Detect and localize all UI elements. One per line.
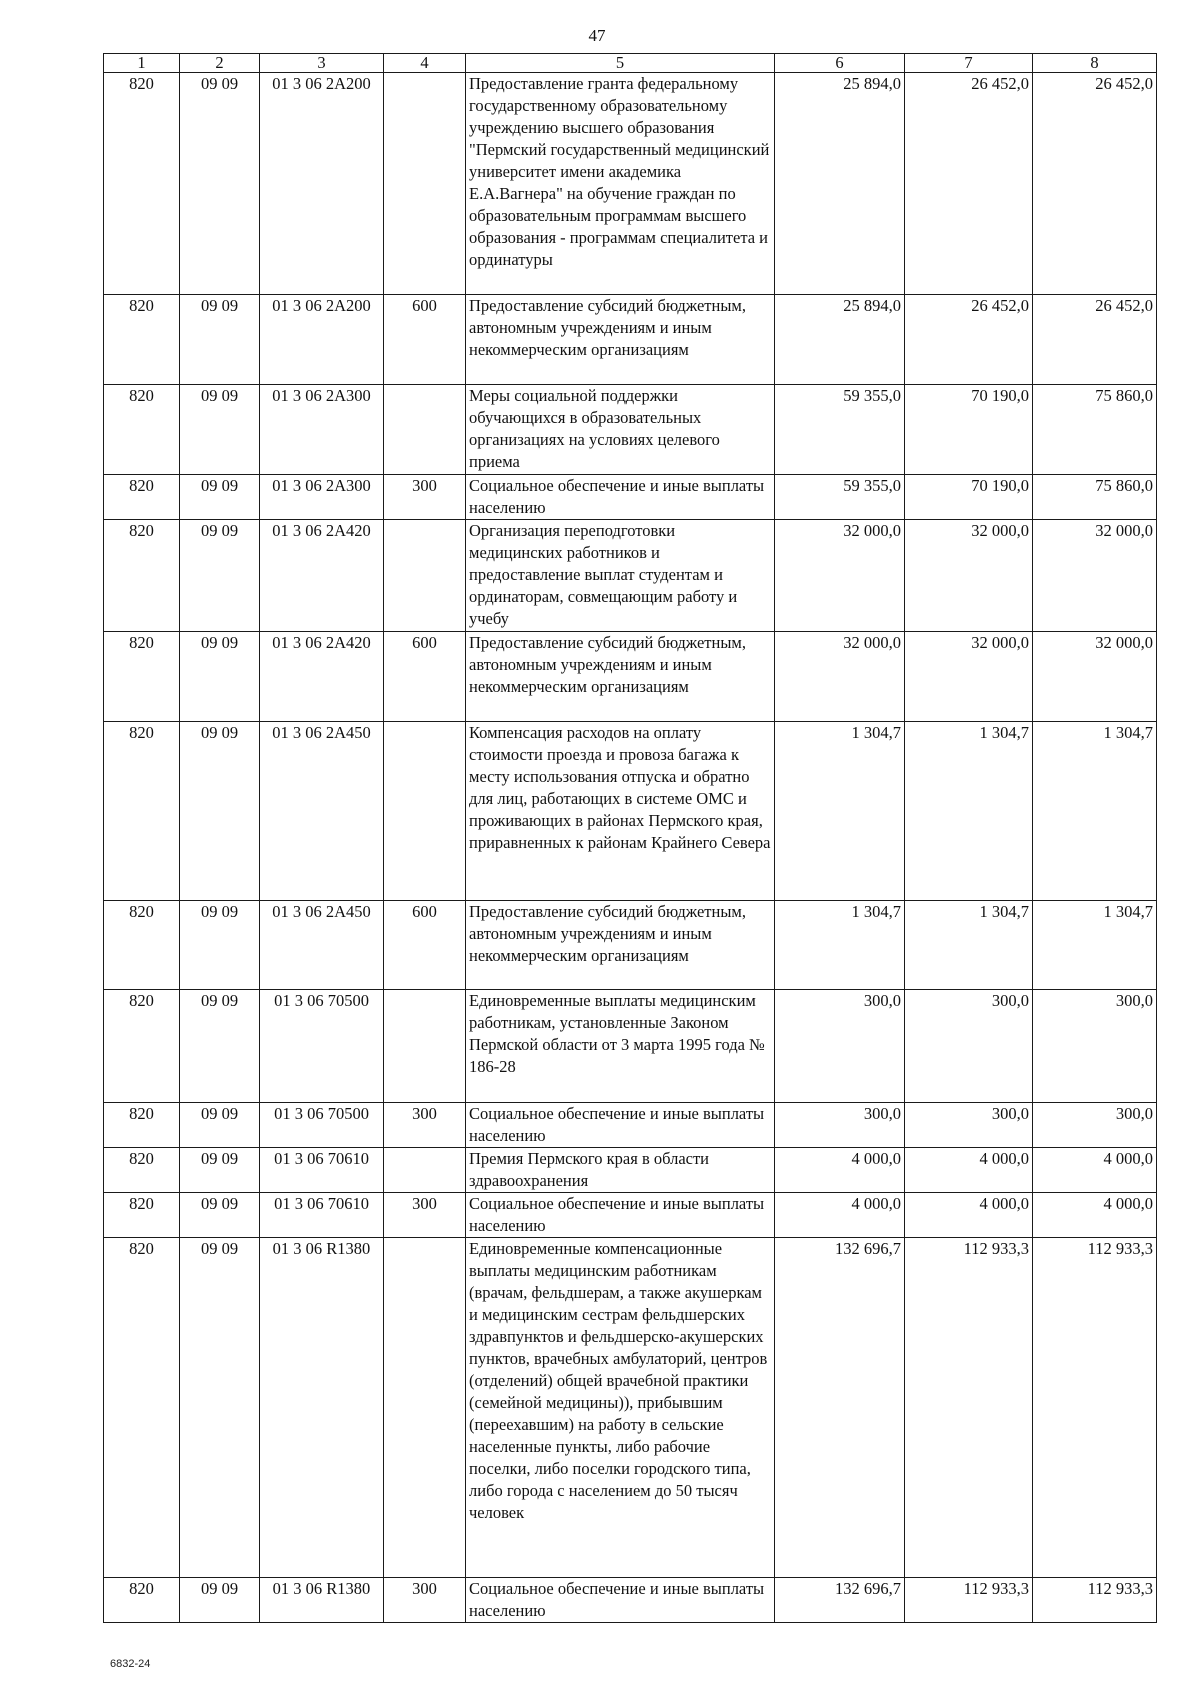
target-article-code: 01 3 06 70500 xyxy=(260,1103,384,1148)
amount-col-8: 1 304,7 xyxy=(1033,722,1157,901)
table-row xyxy=(104,295,1157,385)
expense-type-code: 300 xyxy=(384,1578,466,1623)
amount-col-7: 4 000,0 xyxy=(905,1193,1033,1238)
section-code: 09 09 xyxy=(180,1148,260,1193)
amount-col-8: 75 860,0 xyxy=(1033,385,1157,475)
table-row xyxy=(104,990,1157,1103)
expense-description: Премия Пермского края в области здравоохранения xyxy=(466,1148,775,1193)
expense-description: Социальное обеспечение и иные выплаты населению xyxy=(466,1578,775,1623)
amount-col-6: 32 000,0 xyxy=(775,520,905,632)
table-row xyxy=(104,475,1157,520)
department-code: 820 xyxy=(104,520,180,632)
column-header-3: 3 xyxy=(260,54,384,73)
column-header-1: 1 xyxy=(104,54,180,73)
expense-description: Меры социальной поддержки обучающихся в образовательных организациях на условиях целевого приема xyxy=(466,385,775,475)
section-code: 09 09 xyxy=(180,385,260,475)
column-header-4: 4 xyxy=(384,54,466,73)
expense-type-code xyxy=(384,73,466,295)
department-code: 820 xyxy=(104,385,180,475)
amount-col-8: 26 452,0 xyxy=(1033,73,1157,295)
expense-type-code xyxy=(384,520,466,632)
amount-col-8: 26 452,0 xyxy=(1033,295,1157,385)
amount-col-7: 112 933,3 xyxy=(905,1238,1033,1578)
amount-col-7: 1 304,7 xyxy=(905,722,1033,901)
table-header-row xyxy=(104,54,1157,73)
department-code: 820 xyxy=(104,475,180,520)
expense-type-code xyxy=(384,1238,466,1578)
section-code: 09 09 xyxy=(180,1103,260,1148)
section-code: 09 09 xyxy=(180,73,260,295)
department-code: 820 xyxy=(104,73,180,295)
target-article-code: 01 3 06 70500 xyxy=(260,990,384,1103)
target-article-code: 01 3 06 2А420 xyxy=(260,520,384,632)
amount-col-8: 32 000,0 xyxy=(1033,632,1157,722)
expense-type-code: 300 xyxy=(384,1193,466,1238)
table-row xyxy=(104,73,1157,295)
target-article-code: 01 3 06 70610 xyxy=(260,1193,384,1238)
target-article-code: 01 3 06 2А420 xyxy=(260,632,384,722)
section-code: 09 09 xyxy=(180,901,260,990)
section-code: 09 09 xyxy=(180,475,260,520)
section-code: 09 09 xyxy=(180,1578,260,1623)
expense-type-code: 300 xyxy=(384,475,466,520)
target-article-code: 01 3 06 R1380 xyxy=(260,1578,384,1623)
table-row xyxy=(104,632,1157,722)
amount-col-8: 300,0 xyxy=(1033,1103,1157,1148)
amount-col-6: 1 304,7 xyxy=(775,901,905,990)
amount-col-6: 59 355,0 xyxy=(775,385,905,475)
department-code: 820 xyxy=(104,722,180,901)
department-code: 820 xyxy=(104,1193,180,1238)
expense-type-code: 600 xyxy=(384,295,466,385)
amount-col-8: 75 860,0 xyxy=(1033,475,1157,520)
amount-col-7: 32 000,0 xyxy=(905,632,1033,722)
table-row xyxy=(104,385,1157,475)
table-row xyxy=(104,901,1157,990)
section-code: 09 09 xyxy=(180,295,260,385)
amount-col-7: 26 452,0 xyxy=(905,73,1033,295)
amount-col-7: 112 933,3 xyxy=(905,1578,1033,1623)
column-header-6: 6 xyxy=(775,54,905,73)
target-article-code: 01 3 06 2А200 xyxy=(260,295,384,385)
target-article-code: 01 3 06 2А300 xyxy=(260,385,384,475)
expense-description: Организация переподготовки медицинских работников и предоставление выплат студентам и ординаторам, совмещающим работу и учебу xyxy=(466,520,775,632)
amount-col-8: 112 933,3 xyxy=(1033,1238,1157,1578)
expense-type-code xyxy=(384,385,466,475)
amount-col-6: 59 355,0 xyxy=(775,475,905,520)
expense-description: Предоставление гранта федеральному государственному образовательному учреждению высшего образования "Пермский государственный медицинский университет имени академика Е.А.Вагнера" на обучение граждан по образовательным программам высшего образования - программам специалитета и ординатуры xyxy=(466,73,775,295)
section-code: 09 09 xyxy=(180,632,260,722)
department-code: 820 xyxy=(104,632,180,722)
target-article-code: 01 3 06 2А450 xyxy=(260,722,384,901)
amount-col-7: 1 304,7 xyxy=(905,901,1033,990)
department-code: 820 xyxy=(104,901,180,990)
page-number-text: 47 xyxy=(588,26,606,45)
table-row xyxy=(104,1103,1157,1148)
target-article-code: 01 3 06 R1380 xyxy=(260,1238,384,1578)
amount-col-6: 300,0 xyxy=(775,990,905,1103)
expense-description: Предоставление субсидий бюджетным, автономным учреждениям и иным некоммерческим организациям xyxy=(466,295,775,385)
expense-description: Предоставление субсидий бюджетным, автономным учреждениям и иным некоммерческим организациям xyxy=(466,632,775,722)
table-row xyxy=(104,520,1157,632)
amount-col-7: 70 190,0 xyxy=(905,385,1033,475)
department-code: 820 xyxy=(104,1578,180,1623)
expense-type-code: 600 xyxy=(384,632,466,722)
department-code: 820 xyxy=(104,1103,180,1148)
department-code: 820 xyxy=(104,990,180,1103)
amount-col-7: 300,0 xyxy=(905,990,1033,1103)
target-article-code: 01 3 06 2А450 xyxy=(260,901,384,990)
amount-col-6: 300,0 xyxy=(775,1103,905,1148)
amount-col-6: 132 696,7 xyxy=(775,1238,905,1578)
amount-col-6: 25 894,0 xyxy=(775,73,905,295)
amount-col-7: 26 452,0 xyxy=(905,295,1033,385)
expense-description: Единовременные компенсационные выплаты медицинским работникам (врачам, фельдшерам, а также акушеркам и медицинским сестрам фельдшерских здравпунктов и фельдшерско-акушерских пунктов, врачебных амбулаторий, центров (отделений) общей врачебной практики (семейной медицины)), прибывшим (переехавшим) на работу в сельские населенные пункты, либо рабочие поселки, либо поселки городского типа, либо города с населением до 50 тысяч человек xyxy=(466,1238,775,1578)
table-row xyxy=(104,1193,1157,1238)
amount-col-8: 1 304,7 xyxy=(1033,901,1157,990)
amount-col-6: 25 894,0 xyxy=(775,295,905,385)
column-header-8: 8 xyxy=(1033,54,1157,73)
amount-col-8: 300,0 xyxy=(1033,990,1157,1103)
amount-col-7: 70 190,0 xyxy=(905,475,1033,520)
expense-type-code xyxy=(384,1148,466,1193)
amount-col-8: 112 933,3 xyxy=(1033,1578,1157,1623)
section-code: 09 09 xyxy=(180,1238,260,1578)
expense-description: Социальное обеспечение и иные выплаты населению xyxy=(466,475,775,520)
table-row xyxy=(104,1238,1157,1578)
column-header-2: 2 xyxy=(180,54,260,73)
department-code: 820 xyxy=(104,1238,180,1578)
amount-col-7: 32 000,0 xyxy=(905,520,1033,632)
column-header-5: 5 xyxy=(466,54,775,73)
expense-type-code xyxy=(384,990,466,1103)
amount-col-8: 4 000,0 xyxy=(1033,1193,1157,1238)
expense-description: Социальное обеспечение и иные выплаты населению xyxy=(466,1193,775,1238)
expense-description: Компенсация расходов на оплату стоимости проезда и провоза багажа к месту использования отпуска и обратно для лиц, работающих в системе ОМС и проживающих в районах Пермского края, приравненных к районам Крайнего Севера xyxy=(466,722,775,901)
target-article-code: 01 3 06 2А300 xyxy=(260,475,384,520)
table-row xyxy=(104,1148,1157,1193)
section-code: 09 09 xyxy=(180,990,260,1103)
amount-col-7: 4 000,0 xyxy=(905,1148,1033,1193)
expense-type-code: 300 xyxy=(384,1103,466,1148)
amount-col-7: 300,0 xyxy=(905,1103,1033,1148)
amount-col-6: 4 000,0 xyxy=(775,1148,905,1193)
section-code: 09 09 xyxy=(180,520,260,632)
document-code: 6832-24 xyxy=(110,1658,151,1670)
budget-table xyxy=(103,53,1157,1623)
page-number xyxy=(0,26,1200,46)
expense-description: Социальное обеспечение и иные выплаты населению xyxy=(466,1103,775,1148)
amount-col-8: 32 000,0 xyxy=(1033,520,1157,632)
column-header-7: 7 xyxy=(905,54,1033,73)
department-code: 820 xyxy=(104,1148,180,1193)
table-row xyxy=(104,1578,1157,1623)
amount-col-6: 132 696,7 xyxy=(775,1578,905,1623)
amount-col-6: 32 000,0 xyxy=(775,632,905,722)
expense-type-code xyxy=(384,722,466,901)
target-article-code: 01 3 06 70610 xyxy=(260,1148,384,1193)
target-article-code: 01 3 06 2А200 xyxy=(260,73,384,295)
table-row xyxy=(104,722,1157,901)
amount-col-6: 4 000,0 xyxy=(775,1193,905,1238)
expense-type-code: 600 xyxy=(384,901,466,990)
amount-col-6: 1 304,7 xyxy=(775,722,905,901)
expense-description: Единовременные выплаты медицинским работникам, установленные Законом Пермской области от 3 марта 1995 года № 186-28 xyxy=(466,990,775,1103)
section-code: 09 09 xyxy=(180,722,260,901)
department-code: 820 xyxy=(104,295,180,385)
amount-col-8: 4 000,0 xyxy=(1033,1148,1157,1193)
section-code: 09 09 xyxy=(180,1193,260,1238)
expense-description: Предоставление субсидий бюджетным, автономным учреждениям и иным некоммерческим организациям xyxy=(466,901,775,990)
